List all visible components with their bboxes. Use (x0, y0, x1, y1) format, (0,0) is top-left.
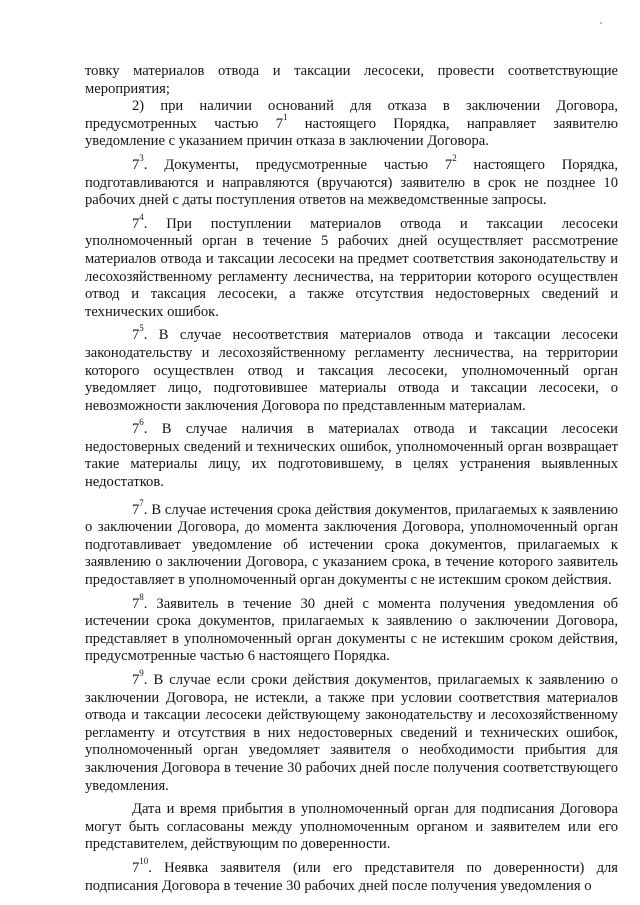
paragraph-7-8: $7^8$. Заявитель в течение 30 дней с момента получения уведомления об истечении срока документов, прилагаемых к заявлению о заключении Договора, представляет в уполномоченный орган документы с не истекшим сроком действия, предусмотренные частью 6 настоящего Порядка. (85, 591, 618, 665)
paragraph-7-4: $7^4$. При поступлении материалов отвода и таксации лесосеки уполномоченный орган в течение 5 рабочих дней осуществляет рассмотрение материалов отвода и таксации лесосеки на предмет соответствия законодательству и лесохозяйственному регламенту лесничества, на территории которого осуществлен отвод и таксация лесосеки, а также отсутствия недостоверных сведений и технических ошибок. (85, 211, 618, 320)
paragraph-7-7: $7^7$. В случае истечения срока действия документов, прилагаемых к заявлению о заключении Договора, до момента заключения Договора, уполномоченный орган подготавливает уведомление об истечении срока документов, прилагаемых к заявлению о заключении Договора, с указанием срока, в течение которого заявитель предоставляет в уполномоченный орган документы с не истекшим сроком действия. (85, 497, 618, 589)
paragraph-item-2: 2) при наличии оснований для отказа в заключении Договора, предусмотренных частью $7^1$ настоящего Порядка, направляет заявителю уведомление с указанием причин отказа в заключении Договора. (85, 98, 618, 150)
paragraph-7-6: $7^6$. В случае наличия в материалах отвода и таксации лесосеки недостоверных сведений и технических ошибок, уполномоченный орган возвращает такие материалы лицу, их подготовившему, в целях устранения выявленных недостатков. (85, 417, 618, 491)
paragraph-7-3: $7^3$. Документы, предусмотренные частью $7^2$ настоящего Порядка, подготавливаются и направляются (вручаются) заявителю в срок не позднее 10 рабочих дней с даты поступления ответов на межведомственные запросы. (85, 153, 618, 209)
document-page (85, 63, 618, 895)
paragraph-arrival-date: Дата и время прибытия в уполномоченный орган для подписания Договора могут быть согласованы между уполномоченным органом и заявителем или его представителем, действующим по доверенности. (85, 801, 618, 853)
scan-speck (600, 22, 602, 24)
paragraph-7-10: $7^{10}$. Неявка заявителя (или его представителя по доверенности) для подписания Договора в течение 30 рабочих дней после получения уведомления о (85, 856, 618, 894)
paragraph-7-9: $7^9$. В случае если сроки действия документов, прилагаемых к заявлению о заключении Договора, не истекли, а также при условии соответствия материалов отвода и таксации лесосеки действующему законодательству и лесохозяйственному регламенту и отсутствия в них недостоверных сведений и технических ошибок, уполномоченный орган уведомляет заявителя о необходимости прибытия для заключения Договора в течение 30 рабочих дней после получения соответствующего уведомления. (85, 668, 618, 794)
paragraph-continuation: товку материалов отвода и таксации лесосеки, провести соответствующие мероприятия; (85, 63, 618, 97)
paragraph-7-5: $7^5$. В случае несоответствия материалов отвода и таксации лесосеки законодательству и лесохозяйственному регламенту лесничества, на территории которого осуществлен отвод и таксация лесосеки, уполномоченный орган уведомляет лицо, подготовившее материалы отвода и таксации лесосеки, о невозможности заключения Договора по представленным материалам. (85, 323, 618, 414)
